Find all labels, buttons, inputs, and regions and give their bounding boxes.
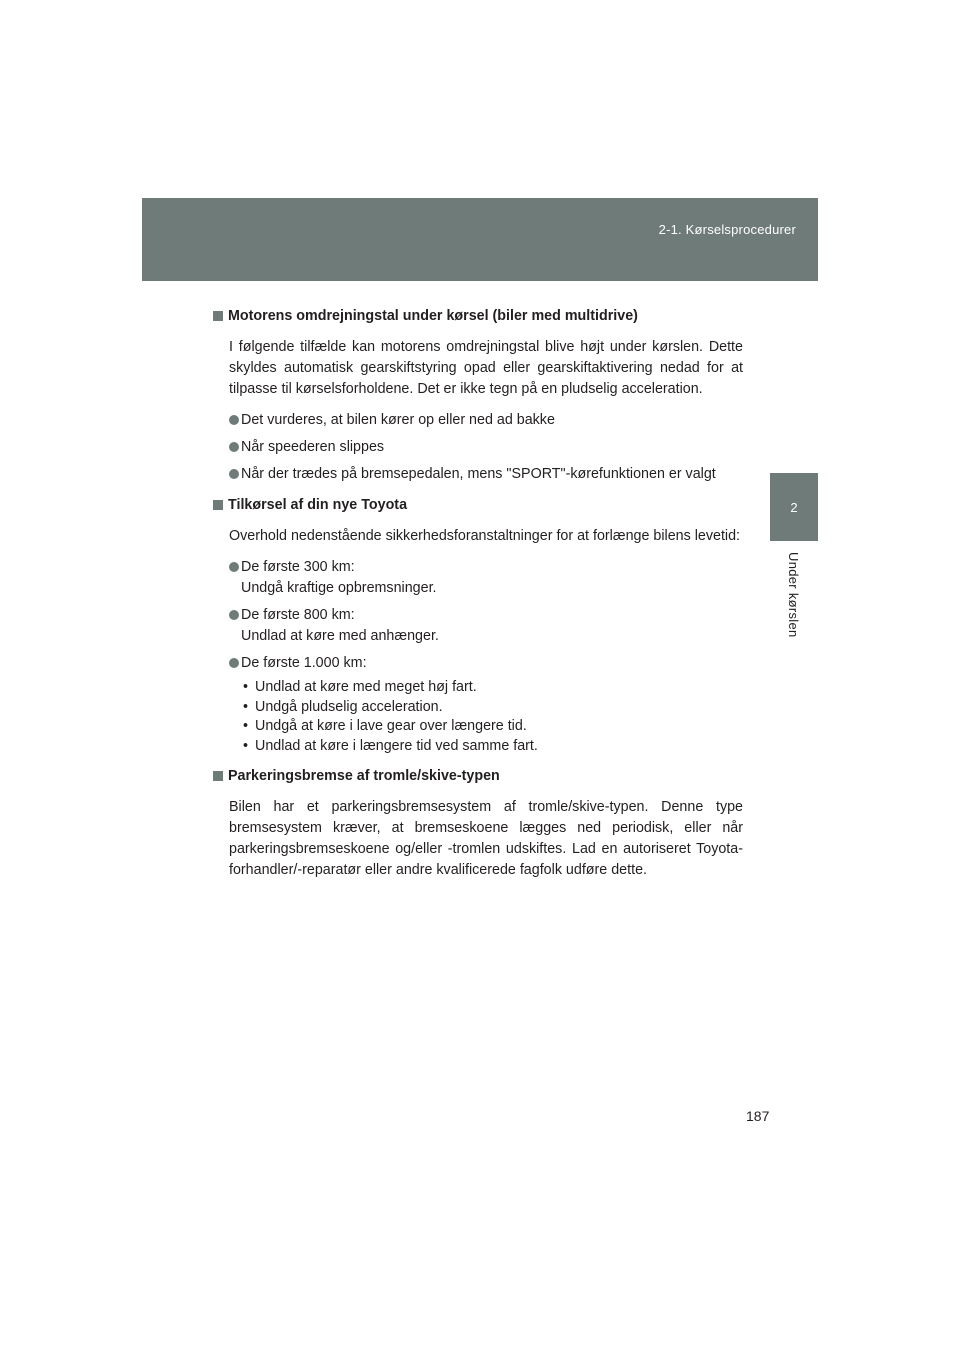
sub-list-item — [241, 737, 743, 757]
sub-list-item-text: Undgå at køre i lave gear over længere tid. — [255, 718, 527, 734]
list-item-text: Når speederen slippes — [241, 439, 385, 455]
sub-list-item-text: Undlad at køre i længere tid ved samme fart. — [255, 737, 538, 754]
section-heading — [212, 495, 743, 516]
list-item-title: De første 800 km: — [241, 607, 355, 623]
body-paragraph: Overhold nedenstående sikkerhedsforanstaltninger for at forlænge bilens levetid: — [229, 528, 741, 544]
section-title: 2-1. Kørselsprocedurer — [658, 222, 796, 237]
square-bullet-icon — [213, 500, 223, 510]
sub-list-item — [241, 678, 743, 698]
square-bullet-icon — [213, 311, 223, 321]
circle-bullet-icon — [229, 658, 239, 668]
middot-icon: • — [243, 679, 249, 695]
page-number: 187 — [746, 1108, 770, 1124]
circle-bullet-icon — [229, 610, 239, 620]
list-item-text: Når der trædes på bremsepedalen, mens "SPORT"-kørefunktionen er valgt — [241, 466, 716, 482]
circle-bullet-icon — [229, 469, 239, 479]
square-bullet-icon — [213, 771, 223, 781]
list-item-title: De første 300 km: — [241, 559, 355, 575]
section-heading — [212, 766, 743, 787]
middot-icon: • — [243, 698, 249, 715]
heading-text: Tilkørsel af din nye Toyota — [228, 497, 408, 513]
circle-bullet-icon — [229, 562, 239, 572]
body-paragraph: I følgende tilfælde kan motorens omdrejningstal blive højt under kørslen. Dette skyldes automatisk gearskiftstyring opad eller gearskiftaktivering nedad for at tilpasse til kørselsforholdene. Det er ikke tegn på en pludselig acceleration. — [229, 339, 743, 397]
body-paragraph: Bilen har et parkeringsbremsesystem af tromle/skive-typen. Denne type bremsesystem kræver, at bremseskoene lægges ned periodisk, eller når parkeringsbremseskoene og/eller -tromlen udskiftes. Lad en autoriseret Toyota-forhandler/-reparatør eller andre kvalificerede fagfolk udføre dette. — [229, 799, 743, 878]
sub-list-item — [241, 717, 743, 737]
chapter-tab — [770, 473, 818, 541]
list-item — [229, 653, 743, 674]
list-item-text: Det vurderes, at bilen kører op eller ned ad bakke — [241, 412, 555, 428]
sub-list-item-text: Undlad at køre med meget høj fart. — [255, 679, 477, 695]
list-item — [229, 410, 743, 431]
chapter-number: 2 — [790, 499, 798, 515]
list-item-detail: Undlad at køre med anhænger. — [241, 628, 439, 644]
header-band — [142, 198, 818, 281]
circle-bullet-icon — [229, 442, 239, 452]
list-item — [229, 605, 743, 647]
list-item — [229, 557, 743, 599]
middot-icon: • — [243, 718, 249, 734]
sub-list-item — [241, 698, 743, 718]
heading-text: Parkeringsbremse af tromle/skive-typen — [228, 768, 500, 784]
sub-list — [241, 678, 743, 756]
list-item-title: De første 1.000 km: — [241, 655, 367, 671]
sub-list-item-text: Undgå pludselig acceleration. — [255, 698, 443, 715]
list-item — [229, 464, 743, 485]
page-content — [212, 306, 743, 891]
list-item-detail: Undgå kraftige opbremsninger. — [241, 580, 437, 596]
middot-icon: • — [243, 737, 249, 754]
chapter-label: Under kørslen — [786, 552, 801, 638]
heading-text: Motorens omdrejningstal under kørsel (biler med multidrive) — [228, 308, 638, 324]
list-item — [229, 437, 743, 458]
circle-bullet-icon — [229, 415, 239, 425]
section-heading — [212, 306, 743, 327]
